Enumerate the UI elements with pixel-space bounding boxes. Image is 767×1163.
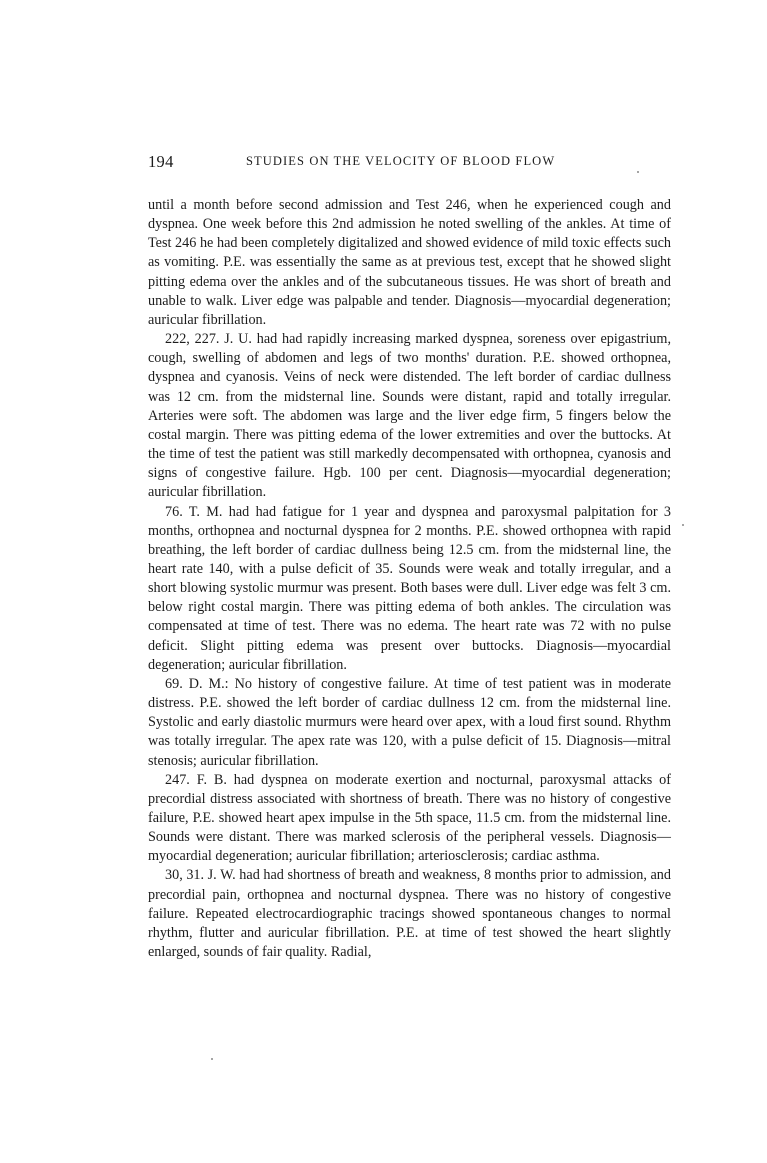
scan-speck bbox=[637, 171, 639, 173]
paragraph-case-222-227: 222, 227. J. U. had had rapidly increasing marked dyspnea, soreness over epigastrium, cough, swelling of abdomen and legs of two months' duration. P.E. showed orthopnea, dyspnea and cyanosis. Veins of neck were distended. The left border of cardiac dullness was 12 cm. from the midsternal line. Sounds were distant, rapid and totally irregular. Arteries were soft. The abdomen was large and the liver edge firm, 5 fingers below the costal margin. There was pitting edema of the lower extremities and over the buttocks. At the time of test the patient was still markedly decompensated with orthopnea, cyanosis and signs of congestive failure. Hgb. 100 per cent. Diagnosis—myocardial degeneration; auricular fibrillation. bbox=[148, 331, 671, 501]
body-text bbox=[148, 196, 671, 962]
running-title: STUDIES ON THE VELOCITY OF BLOOD FLOW bbox=[246, 154, 556, 168]
paragraph-case-247: 247. F. B. had dyspnea on moderate exertion and nocturnal, paroxysmal attacks of precordial distress associated with shortness of breath. There was no history of congestive failure, P.E. showed heart apex impulse in the 5th space, 11.5 cm. from the midsternal line. Sounds were distant. There was marked sclerosis of the peripheral vessels. Diagnosis—myocardial degeneration; auricular fibrillation; arteriosclerosis; cardiac asthma. bbox=[148, 771, 671, 865]
paragraph-case-69: 69. D. M.: No history of congestive failure. At time of test patient was in moderate distress. P.E. showed the left border of cardiac dullness 12 cm. from the midsternal line. Systolic and early diastolic murmurs were heard over apex, with a loud first sound. Rhythm was totally irregular. The apex rate was 120, with a pulse deficit of 15. Diagnosis—mitral stenosis; auricular fibrillation. bbox=[148, 675, 671, 769]
paragraph-continuation: until a month before second admission and Test 246, when he experienced cough and dyspnea. One week before this 2nd admission he noted swelling of the ankles. At time of Test 246 he had been completely digitalized and showed evidence of mild toxic effects such as vomiting. P.E. was essentially the same as at previous test, except that he showed slight pitting edema over the ankles and of the subcutaneous tissues. He was short of breath and unable to walk. Liver edge was palpable and tender. Diagnosis—myocardial degeneration; auricular fibrillation. bbox=[148, 197, 671, 328]
page-number: 194 bbox=[148, 152, 174, 171]
paragraph-case-30-31: 30, 31. J. W. had had shortness of breath and weakness, 8 months prior to admission, and precordial pain, orthopnea and nocturnal dyspnea. There was no history of congestive failure. Repeated electrocardiographic tracings showed spontaneous changes to normal rhythm, flutter and auricular fibrillation. P.E. at time of test showed the heart slightly enlarged, sounds of fair quality. Radial, bbox=[148, 867, 671, 961]
scan-speck bbox=[682, 524, 684, 526]
running-header bbox=[148, 152, 670, 172]
scan-speck bbox=[211, 1058, 213, 1060]
paragraph-case-76: 76. T. M. had had fatigue for 1 year and dyspnea and paroxysmal palpitation for 3 months, orthopnea and nocturnal dyspnea for 2 months. P.E. showed orthopnea with rapid breathing, the left border of cardiac dullness being 12.5 cm. from the midsternal line, the heart rate 140, with a pulse deficit of 35. Sounds were weak and totally irregular, and a short blowing systolic murmur was present. Both bases were dull. Liver edge was felt 3 cm. below right costal margin. There was pitting edema of both ankles. The circulation was compensated at time of test. There was no edema. The heart rate was 72 with no pulse deficit. Slight pitting edema was present over buttocks. Diagnosis—myocardial degeneration; auricular fibrillation. bbox=[148, 503, 671, 673]
